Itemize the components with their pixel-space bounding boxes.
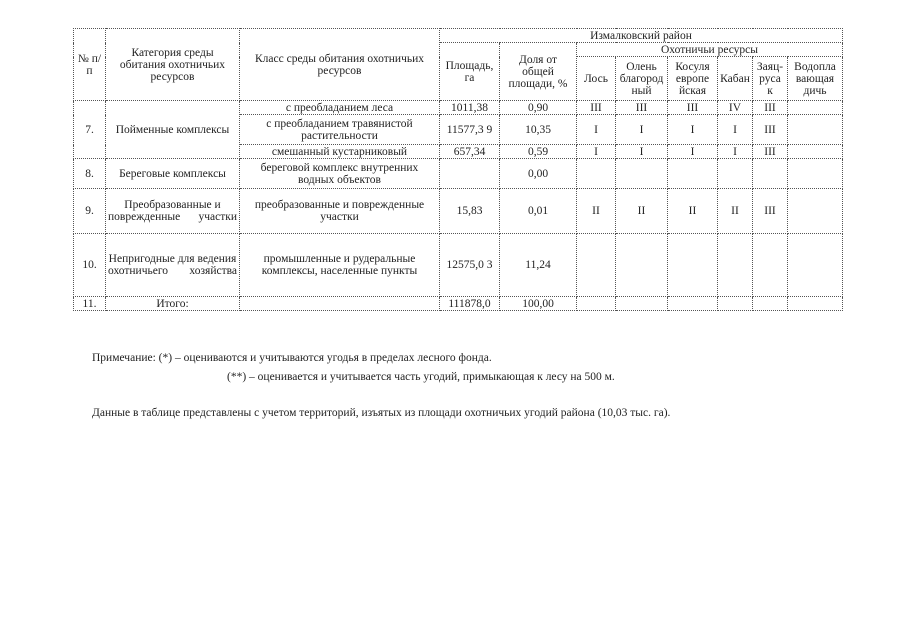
row-num: 8. [74, 159, 106, 189]
row-grade: III [577, 101, 616, 115]
note-line-2: (**) – оценивается и учитывается часть угодий, примыкающая к лесу на 500 м. [227, 371, 615, 383]
row-area: 11577,3 9 [440, 115, 500, 145]
row-share: 0,01 [500, 189, 577, 234]
row-grade: III [753, 189, 788, 234]
row-grade [788, 145, 843, 159]
header-species: Заяц-руса к [753, 57, 788, 101]
row-grade: II [616, 189, 668, 234]
header-area: Площадь, га [440, 43, 500, 101]
row-num: 7. [74, 101, 106, 159]
row-grade [616, 159, 668, 189]
total-label: Итого: [106, 297, 240, 311]
note-line-1: Примечание: (*) – оцениваются и учитываются угодья в пределах лесного фонда. [92, 352, 492, 364]
header-category: Категория среды обитания охотничьих ресурсов [106, 29, 240, 101]
row-category: Береговые комплексы [106, 159, 240, 189]
header-species: Водопла вающая дичь [788, 57, 843, 101]
row-grade [668, 234, 718, 297]
header-class: Класс среды обитания охотничьих ресурсов [240, 29, 440, 101]
row-class: смешанный кустарниковый [240, 145, 440, 159]
row-grade [577, 234, 616, 297]
row-grade: I [668, 115, 718, 145]
row-grade [788, 159, 843, 189]
row-grade: I [616, 115, 668, 145]
row-grade: I [577, 115, 616, 145]
row-num: 9. [74, 189, 106, 234]
table-row [74, 189, 843, 234]
row-share: 11,24 [500, 234, 577, 297]
row-grade: I [616, 145, 668, 159]
row-grade [788, 101, 843, 115]
row-area [440, 159, 500, 189]
row-grade: I [668, 145, 718, 159]
total-share: 100,00 [500, 297, 577, 311]
table-row-total [74, 297, 843, 311]
row-grade [577, 159, 616, 189]
row-share: 10,35 [500, 115, 577, 145]
table-row [74, 234, 843, 297]
header-share: Доля от общей площади, % [500, 43, 577, 101]
row-grade: II [718, 189, 753, 234]
header-species: Олень благород ный [616, 57, 668, 101]
row-grade: II [577, 189, 616, 234]
row-grade [788, 234, 843, 297]
row-grade [718, 234, 753, 297]
row-share: 0,00 [500, 159, 577, 189]
row-class: промышленные и рудеральные комплексы, населенные пункты [240, 234, 440, 297]
header-resources: Охотничьи ресурсы [577, 43, 843, 57]
row-grade [616, 234, 668, 297]
row-grade [718, 159, 753, 189]
total-area: 111878,0 [440, 297, 500, 311]
row-share: 0,90 [500, 101, 577, 115]
total-num: 11. [74, 297, 106, 311]
row-grade: III [668, 101, 718, 115]
habitat-table [73, 28, 843, 311]
row-grade: I [718, 145, 753, 159]
row-grade: I [577, 145, 616, 159]
row-class: с преобладанием леса [240, 101, 440, 115]
row-grade: II [668, 189, 718, 234]
row-grade: III [753, 101, 788, 115]
header-district: Измалковский район [440, 29, 843, 43]
row-area: 657,34 [440, 145, 500, 159]
table-row [74, 159, 843, 189]
row-area: 15,83 [440, 189, 500, 234]
note-line-3: Данные в таблице представлены с учетом территорий, изъятых из площади охотничьих угодий района (10,03 тыс. га). [92, 407, 671, 419]
row-grade [753, 159, 788, 189]
row-class: преобразованные и поврежденные участки [240, 189, 440, 234]
total-class [240, 297, 440, 311]
row-class: береговой комплекс внутренних водных объектов [240, 159, 440, 189]
table-row [74, 101, 843, 115]
row-grade [668, 159, 718, 189]
header-species: Кабан [718, 57, 753, 101]
row-class: с преобладанием травянистой растительности [240, 115, 440, 145]
row-share: 0,59 [500, 145, 577, 159]
row-grade [788, 189, 843, 234]
header-species: Лось [577, 57, 616, 101]
row-grade: III [753, 145, 788, 159]
row-area: 1011,38 [440, 101, 500, 115]
row-category: Преобразованные и поврежденные участки [106, 189, 240, 234]
row-grade [753, 234, 788, 297]
row-category: Непригодные для ведения охотничьего хозяйства [106, 234, 240, 297]
row-grade: I [718, 115, 753, 145]
row-num: 10. [74, 234, 106, 297]
row-grade: III [616, 101, 668, 115]
header-species: Косуля европе йская [668, 57, 718, 101]
row-area: 12575,0 3 [440, 234, 500, 297]
row-category: Пойменные комплексы [106, 101, 240, 159]
row-grade: IV [718, 101, 753, 115]
row-grade: III [753, 115, 788, 145]
row-grade [788, 115, 843, 145]
header-num: № п/п [74, 29, 106, 101]
